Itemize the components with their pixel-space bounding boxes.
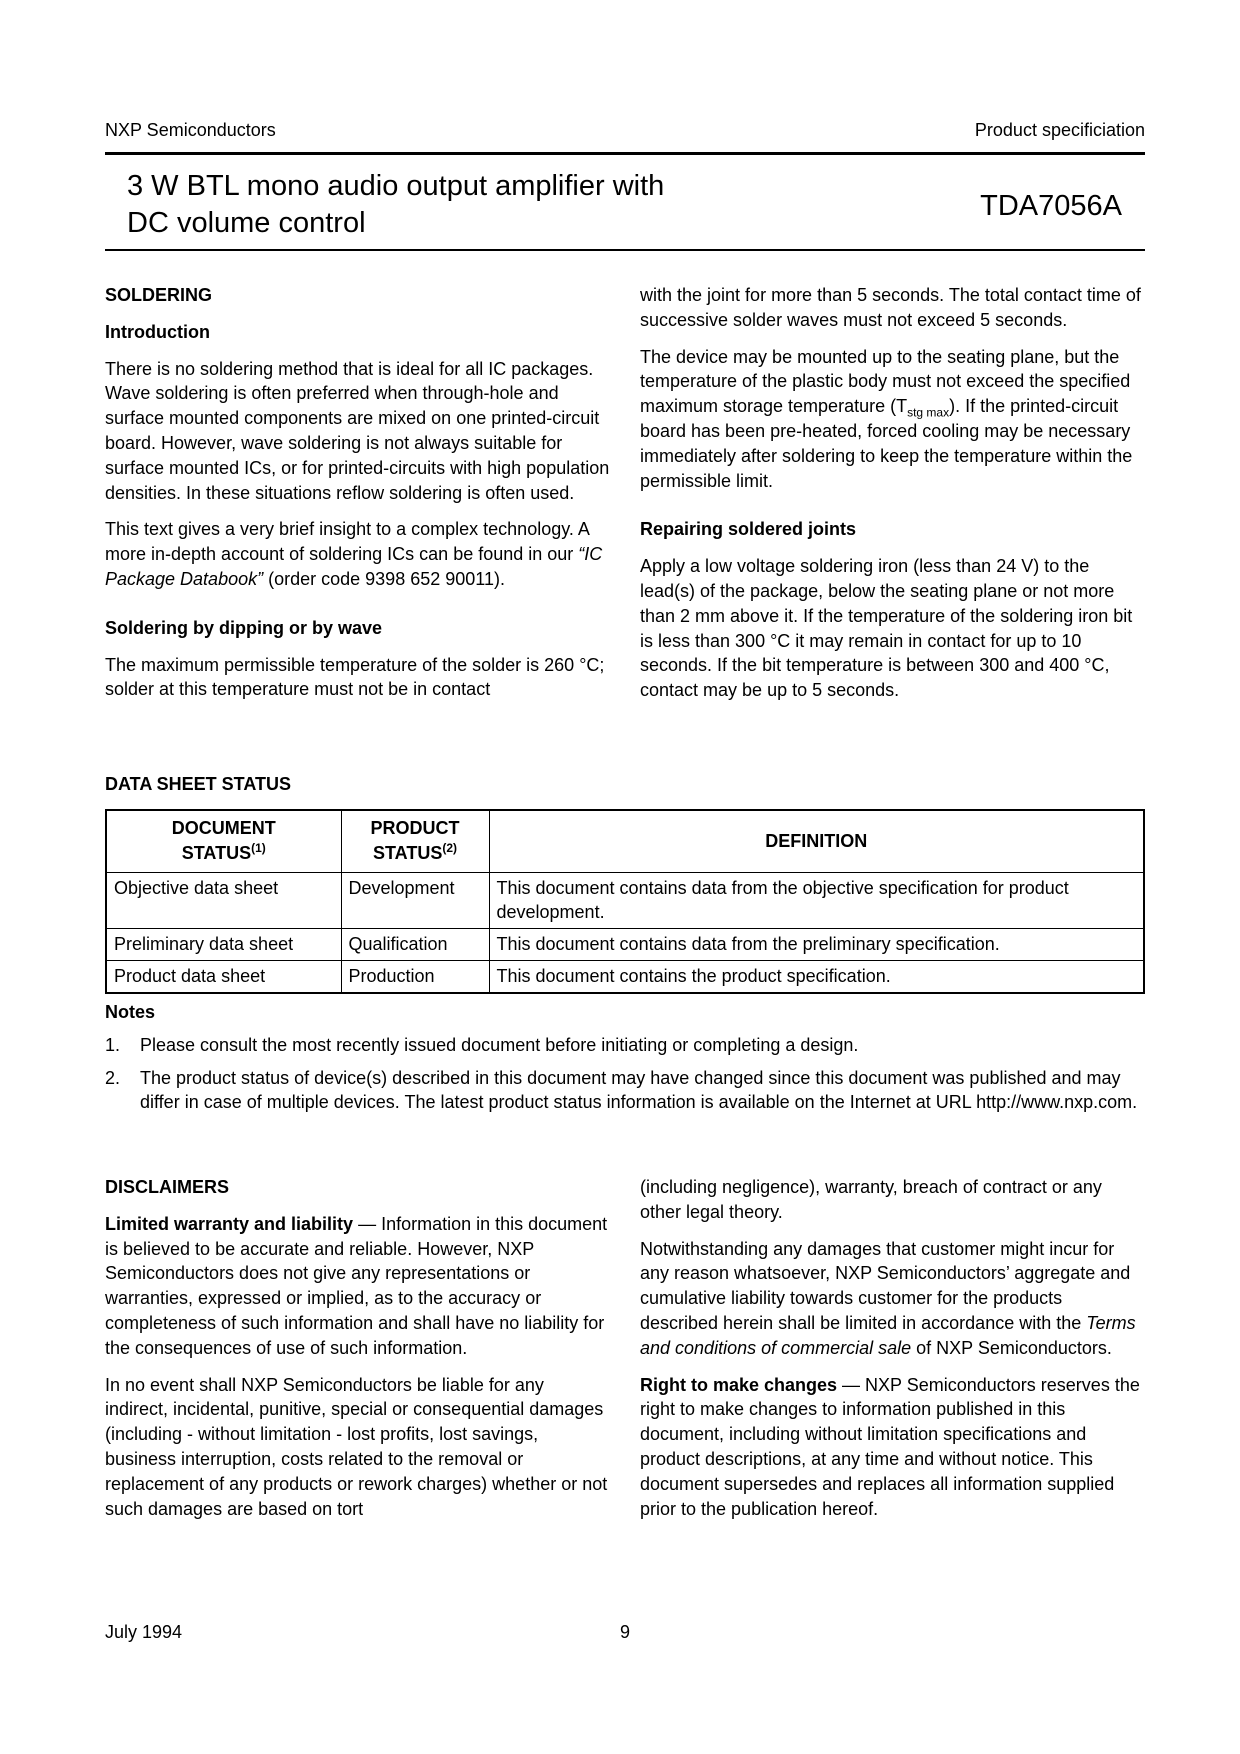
header-company: NXP Semiconductors bbox=[105, 120, 276, 140]
page-number: 9 bbox=[620, 1622, 631, 1642]
table-header-row bbox=[106, 810, 1144, 872]
terms-title: Terms and conditions of commercial sale bbox=[640, 1312, 1136, 1358]
soldering-heading: SOLDERING bbox=[105, 285, 213, 305]
text: This text gives a very brief insight to a complex technology. A more in-depth account of soldering ICs can be found in our bbox=[105, 519, 589, 565]
cell: Product data sheet bbox=[106, 960, 341, 992]
note-number: 1. bbox=[105, 1034, 121, 1055]
disclaimers-heading: DISCLAIMERS bbox=[105, 1177, 230, 1197]
soldering-left-column bbox=[105, 283, 610, 714]
data-sheet-status-heading: DATA SHEET STATUS bbox=[105, 774, 291, 794]
subscript: stg max bbox=[907, 405, 950, 420]
note-number: 2. bbox=[105, 1067, 121, 1088]
cell: This document contains data from the objective specification for product development. bbox=[489, 872, 1144, 929]
text: of NXP Semiconductors. bbox=[911, 1337, 1112, 1358]
intro-heading: Introduction bbox=[105, 321, 210, 342]
disclaimers-left-column bbox=[105, 1175, 610, 1533]
header-doc-type: Product specificiation bbox=[974, 120, 1145, 140]
soldering-right-column bbox=[640, 283, 1145, 715]
intro-paragraph-2 bbox=[105, 517, 610, 591]
col-document-status: DOCUMENT STATUS$^{(1)}$ bbox=[106, 810, 341, 872]
table-row bbox=[106, 872, 1144, 929]
text: The device may be mounted up to the seating plane, but the temperature of the plastic body must not exceed the specified maximum storage temperature (T bbox=[640, 346, 1131, 417]
aggregate-liability-paragraph bbox=[640, 1237, 1145, 1361]
note-item bbox=[105, 1066, 1145, 1116]
liability-paragraph: In no event shall NXP Semiconductors be liable for any indirect, incidental, punitive, special or consequential damages (including - without limitation - lost profits, lost savings, business interruption, costs related to the removal or replacement of any products or rework charges) whether or not such damages are based on tort bbox=[105, 1374, 608, 1519]
bold-lead: Right to make changes bbox=[640, 1374, 838, 1395]
cell: Development bbox=[341, 872, 489, 929]
note-text: The product status of device(s) described in this document may have changed since this document was published and may differ in case of multiple devices. The latest product status information is available on the Internet at URL http://www.nxp.com. bbox=[140, 1067, 1138, 1113]
col-definition: DEFINITION bbox=[489, 810, 1144, 872]
dip-paragraph-1-continued: with the joint for more than 5 seconds. The total contact time of successive solder waves must not exceed 5 seconds. bbox=[640, 285, 1141, 330]
dip-paragraph-2 bbox=[640, 345, 1145, 494]
text: ). If the printed-circuit board has been pre-heated, forced cooling may be necessary immediately after soldering to keep the temperature within the permissible limit. bbox=[640, 396, 1133, 491]
status-table bbox=[105, 809, 1145, 994]
text: (order code 9398 652 90011). bbox=[263, 568, 505, 589]
dip-paragraph-1: The maximum permissible temperature of the solder is 260 °C; solder at this temperature must not be in contact bbox=[105, 654, 605, 700]
repair-paragraph: Apply a low voltage soldering iron (less than 24 V) to the lead(s) of the package, below the seating plane or not more than 2 mm above it. If the temperature of the soldering iron bit is less than 300 °C it may remain in contact for up to 10 seconds. If the bit temperature is between 300 and 400 °C, contact may be up to 5 seconds. bbox=[640, 556, 1133, 701]
databook-title: “IC Package Databook” bbox=[105, 544, 603, 589]
table-row bbox=[106, 929, 1144, 961]
dip-heading: Soldering by dipping or by wave bbox=[105, 617, 383, 638]
right-to-change-paragraph bbox=[640, 1373, 1145, 1522]
note-text: Please consult the most recently issued document before initiating or completing a design. bbox=[140, 1034, 859, 1055]
title-line-1: 3 W BTL mono audio output amplifier with bbox=[127, 170, 665, 202]
limited-warranty-paragraph bbox=[105, 1212, 610, 1361]
footer-date: July 1994 bbox=[105, 1622, 183, 1642]
intro-paragraph-1: There is no soldering method that is ideal for all IC packages. Wave soldering is often preferred when through-hole and surface mounted components are mixed on one printed-circuit board. However, wave soldering is not always suitable for surface mounted ICs, or for printed-circuits with high population densities. In these situations reflow soldering is often used. bbox=[105, 358, 610, 503]
disclaimers-right-column bbox=[640, 1175, 1145, 1533]
repair-heading: Repairing soldered joints bbox=[640, 519, 857, 540]
cell: This document contains data from the preliminary specification. bbox=[489, 929, 1144, 961]
notes-heading: Notes bbox=[105, 1002, 156, 1022]
cell: Preliminary data sheet bbox=[106, 929, 341, 961]
cell: Qualification bbox=[341, 929, 489, 961]
text: — Information in this document is believed to be accurate and reliable. However, NXP Semiconductors does not give any representations or warranties, expressed or implied, as to the accuracy or completeness of such information and shall have no liability for the consequences of use of such information. bbox=[105, 1213, 608, 1358]
text: Notwithstanding any damages that customer might incur for any reason whatsoever, NXP Semiconductors’ aggregate and cumulative liability towards customer for the products described herein shall be limited in accordance with the bbox=[640, 1238, 1131, 1333]
table-row bbox=[106, 960, 1144, 992]
note-item bbox=[105, 1033, 1145, 1058]
notes bbox=[105, 1000, 1145, 1123]
text: — NXP Semiconductors reserves the right to make changes to information published in this document, including without limitation specifications and product descriptions, at any time and without notice. This document supersedes and replaces all information supplied prior to the publication hereof. bbox=[640, 1374, 1140, 1519]
bold-lead: Limited warranty and liability bbox=[105, 1213, 354, 1234]
cell: Production bbox=[341, 960, 489, 992]
cell: Objective data sheet bbox=[106, 872, 341, 929]
cell: This document contains the product specification. bbox=[489, 960, 1144, 992]
liability-paragraph-continued: (including negligence), warranty, breach of contract or any other legal theory. bbox=[640, 1177, 1102, 1222]
header-rule bbox=[105, 152, 1145, 155]
part-number: TDA7056A bbox=[980, 190, 1122, 222]
title-rule bbox=[105, 249, 1145, 251]
page-title bbox=[127, 168, 664, 242]
title-line-2: DC volume control bbox=[127, 207, 366, 239]
col-product-status: PRODUCT STATUS$^{(2)}$ bbox=[341, 810, 489, 872]
